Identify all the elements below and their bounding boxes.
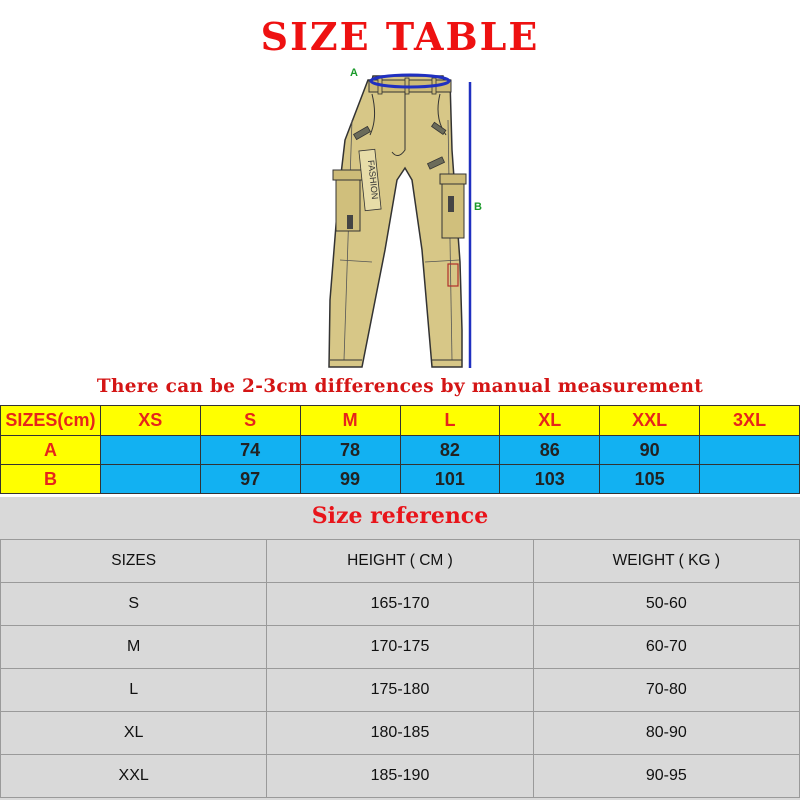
value-cell: 86	[500, 436, 600, 465]
row-label-a: A	[1, 436, 101, 465]
header-cell-s: S	[200, 406, 300, 436]
header-cell-xl: XL	[500, 406, 600, 436]
reference-weight: 80-90	[533, 712, 799, 755]
value-cell: 97	[200, 465, 300, 494]
cargo-flap-right	[440, 174, 466, 184]
value-cell: 74	[200, 436, 300, 465]
reference-row	[1, 583, 800, 626]
reference-size: S	[1, 583, 267, 626]
reference-height: 185-190	[267, 755, 533, 798]
reference-header-sizes: SIZES	[1, 540, 267, 583]
value-cell	[700, 436, 800, 465]
buckle-right	[448, 196, 454, 212]
value-cell: 103	[500, 465, 600, 494]
reference-height: 175-180	[267, 669, 533, 712]
header-cell-3xl: 3XL	[700, 406, 800, 436]
reference-size: M	[1, 626, 267, 669]
value-cell: 101	[400, 465, 500, 494]
header-cell-l: L	[400, 406, 500, 436]
reference-header-weight: WEIGHT ( KG )	[533, 540, 799, 583]
reference-size: XXL	[1, 755, 267, 798]
pants-diagram	[300, 60, 500, 380]
reference-weight: 90-95	[533, 755, 799, 798]
header-cell-xs: XS	[100, 406, 200, 436]
reference-height: 170-175	[267, 626, 533, 669]
size-table-row-b	[1, 465, 800, 494]
reference-row	[1, 626, 800, 669]
reference-weight: 70-80	[533, 669, 799, 712]
reference-size: XL	[1, 712, 267, 755]
value-cell: 105	[600, 465, 700, 494]
header-cell-m: M	[300, 406, 400, 436]
row-label-b: B	[1, 465, 101, 494]
value-cell: 90	[600, 436, 700, 465]
reference-row	[1, 712, 800, 755]
label-a: A	[350, 67, 358, 79]
header-cell-xxl: XXL	[600, 406, 700, 436]
reference-weight: 50-60	[533, 583, 799, 626]
reference-row	[1, 755, 800, 798]
size-table-row-a	[1, 436, 800, 465]
reference-row	[1, 669, 800, 712]
reference-weight: 60-70	[533, 626, 799, 669]
value-cell	[100, 465, 200, 494]
value-cell	[100, 436, 200, 465]
reference-size: L	[1, 669, 267, 712]
fashion-badge-text: FASHION	[365, 159, 381, 200]
reference-header-height: HEIGHT ( CM )	[267, 540, 533, 583]
reference-height: 180-185	[267, 712, 533, 755]
value-cell: 78	[300, 436, 400, 465]
size-reference-title: Size reference	[311, 503, 489, 529]
value-cell: 99	[300, 465, 400, 494]
size-reference-table	[0, 539, 800, 798]
measurement-note: There can be 2-3cm differences by manual measurement	[96, 376, 704, 397]
reference-height: 165-170	[267, 583, 533, 626]
value-cell	[700, 465, 800, 494]
size-table-header-row	[1, 406, 800, 436]
buckle-left	[347, 215, 353, 229]
page-title: SIZE TABLE	[260, 14, 540, 59]
size-table	[0, 405, 800, 494]
label-b: B	[474, 201, 482, 213]
reference-header-row	[1, 540, 800, 583]
header-cell-sizes: SIZES(cm)	[1, 406, 101, 436]
size-reference-panel	[0, 497, 800, 800]
value-cell: 82	[400, 436, 500, 465]
cargo-flap-left	[333, 170, 363, 180]
